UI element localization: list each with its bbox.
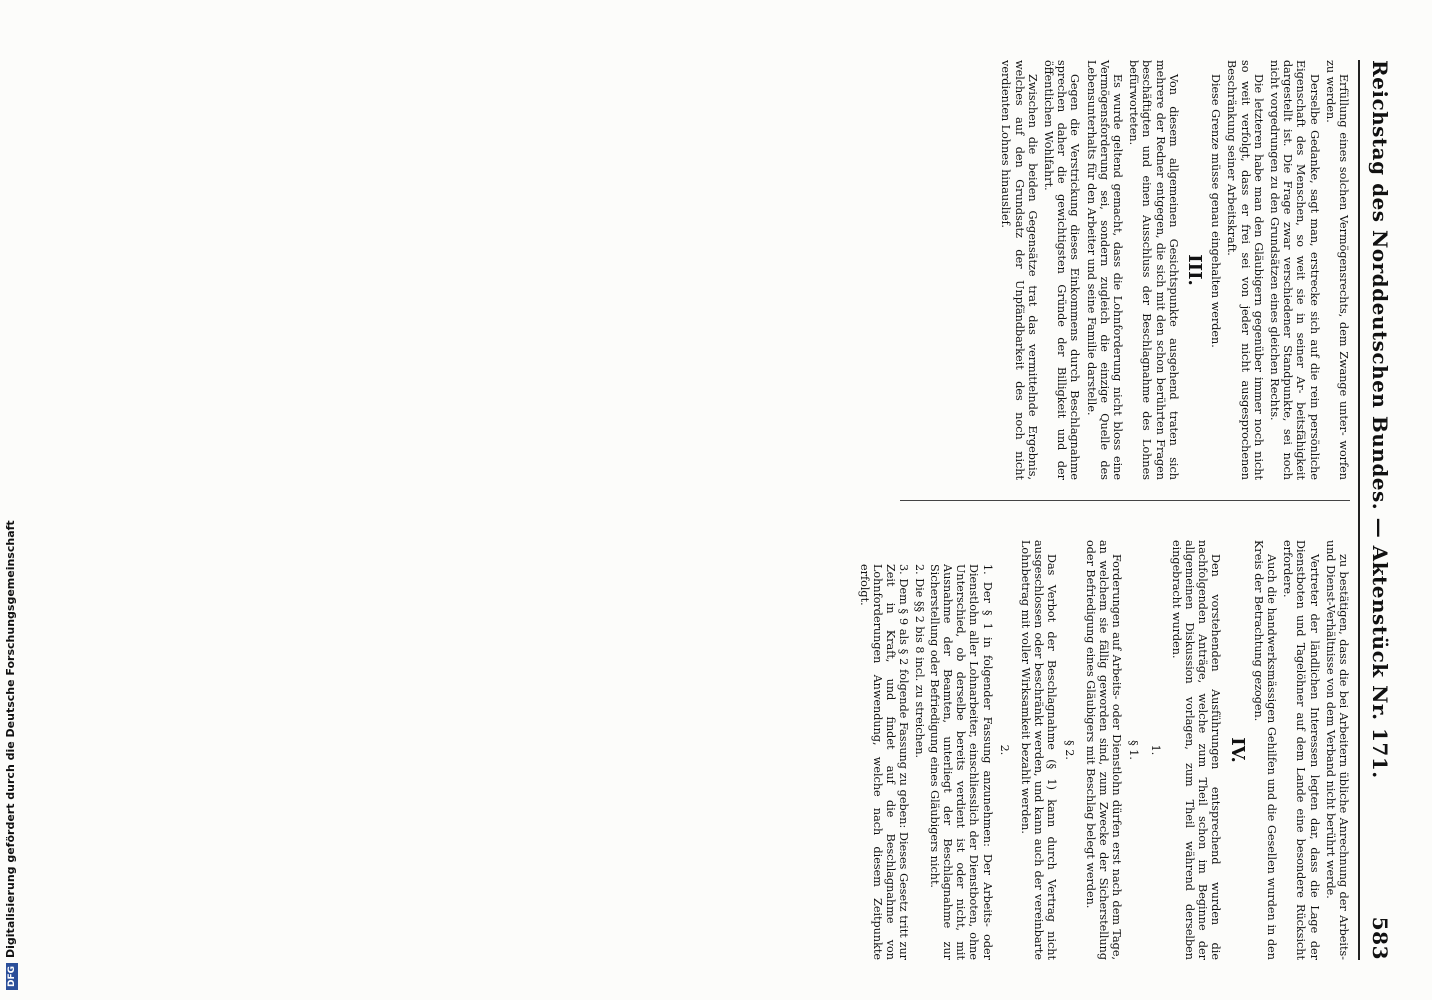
- section-heading: III.: [1183, 254, 1205, 286]
- dfg-logo: DFG: [6, 963, 18, 990]
- list-item: 1. Der § 1 in folgender Fassung anzunehmen: Der Arbeits- oder Dienstlohn aller Lohnarbeiter, einschliesslich der Dienstboten, ohne Unterschied, ob derselbe bereits verdient ist oder nicht, mit Ausnahme der Beamten, unterliegt der Beschlagnahme zur Sicherstellung oder Befriedigung eines Gläubigers nicht.: [927, 564, 994, 960]
- header-rule: [1358, 60, 1360, 960]
- paragraph: Auch die handwerksmässigen Gehilfen und die Gesellen wurden in den Kreis der Betrachtung gezogen.: [1251, 540, 1278, 960]
- paragraph: Gegen die Verstrickung dieses Einkommens durch Beschlagnahme sprechen daher die gewichtigsten Gründe der Billigkeit und der öffentlichen Wohlfahrt.: [1041, 60, 1082, 480]
- section-heading: IV.: [1226, 737, 1248, 763]
- right-column: [856, 540, 1351, 960]
- paragraph: Vertreter der ländlichen Interessen legten dar, dass die Lage der Dienstboten und Tagelöhner auf dem Lande eine besondere Rücksicht erfordere.: [1281, 540, 1321, 960]
- paragraph: Zwischen die beiden Gegensätze trat das vermittelnde Ergebnis, welches auf den Grundsatz der Unpfändbarkeit des noch nicht verdienten Lohnes hinauslief.: [999, 60, 1039, 480]
- left-column: [996, 60, 1350, 480]
- paragraph: Das Verbot der Beschlagnahme (§ 1) kann durch Vertrag nicht ausgeschlossen oder beschränkt werden, und kann auch der vereinbarte Lohnbetrag mit voller Wirksamkeit bezahlt werden.: [1018, 540, 1059, 960]
- credit-text: Digitalisierung gefördert durch die Deutsche Forschungsgemeinschaft: [4, 520, 17, 958]
- paragraph-heading: § 2.: [1062, 740, 1076, 760]
- paragraph: Von diesem allgemeinen Gesichtspunkte ausgehend traten sich mehrere der Redner entgegen, die sich mit den schon berührten Fragen beschäftigten und einen Ausschluss der Beschlagnahme des Lohnes befürworteten.: [1127, 60, 1180, 480]
- running-header: [1362, 60, 1392, 960]
- item-number: 2.: [997, 744, 1011, 756]
- paragraph: Erfüllung eines solchen Vermögensrechts, dem Zwange unter- worfen zu werden.: [1323, 60, 1350, 480]
- paragraph: Den vorstehenden Ausführungen entsprechend wurden die nachfolgenden Anträge, welche zum Theil schon im Beginne der allgemeinen Diskussion vorlagen, zum Theil während derselben eingebracht wurden.: [1169, 540, 1223, 960]
- paragraph: Forderungen auf Arbeits- oder Dienstlohn dürfen erst nach dem Tage, an welchem sie fällig geworden sind, zum Zwecke der Sicherstellung oder Befriedigung eines Gläubigers mit Beschlag belegt werden.: [1083, 540, 1124, 960]
- paragraph: zu bestätigen, dass die bei Arbeitern übliche Anrechnung der Arbeits- und Dienst-Verhältnisse von dem Verband nicht berührt werde.: [1323, 540, 1350, 960]
- paragraph: Derselbe Gedanke, sagt man, erstrecke sich auf die rein persönliche Eigenschaft des Menschen, so weit sie in seiner Ar- beitsfähigkeit dargestellt ist. Die Frage zwar verschiedener Standpunkte, sei noch nicht vorgedrungen zu den Grundsätzen eines gleichen Rechts.: [1267, 60, 1321, 480]
- paragraph: Die letzteren habe man den Gläubigern gegenüber immer noch nicht so weit verfolgt, dass er frei sei von jeder nicht ausgesprochenen Beschränkung seiner Arbeitskraft.: [1225, 60, 1265, 480]
- list-item: 2. Die §§ 2 bis 8 incl. zu streichen.: [912, 564, 926, 759]
- item-number: 1.: [1148, 744, 1162, 756]
- column-divider: [900, 500, 1350, 501]
- page-number: 583: [1368, 916, 1392, 960]
- paragraph-heading: § 1.: [1127, 740, 1141, 760]
- digitization-credit: [0, 0, 22, 1000]
- paragraph: Diese Grenze müsse genau eingehalten werden.: [1209, 74, 1223, 348]
- running-title: Reichstag des Norddeutschen Bundes. — Aktenstück Nr. 171.: [1368, 60, 1392, 779]
- paragraph: Es wurde geltend gemacht, dass die Lohnforderung nicht bloss eine Vermögensforderung sei, sondern zugleich die einzige Quelle des Lebensunterhalts für den Arbeiter und seine Familie darstelle.: [1084, 60, 1124, 480]
- list-item: 3. Dem § 9 als § 2 folgende Fassung zu geben: Dieses Gesetz tritt zur Zeit in Kraft, und findet auf die Beschlagnahme von Lohnforderungen Anwendung, welche nach diesem Zeitpunkte erfolgt.: [857, 564, 911, 960]
